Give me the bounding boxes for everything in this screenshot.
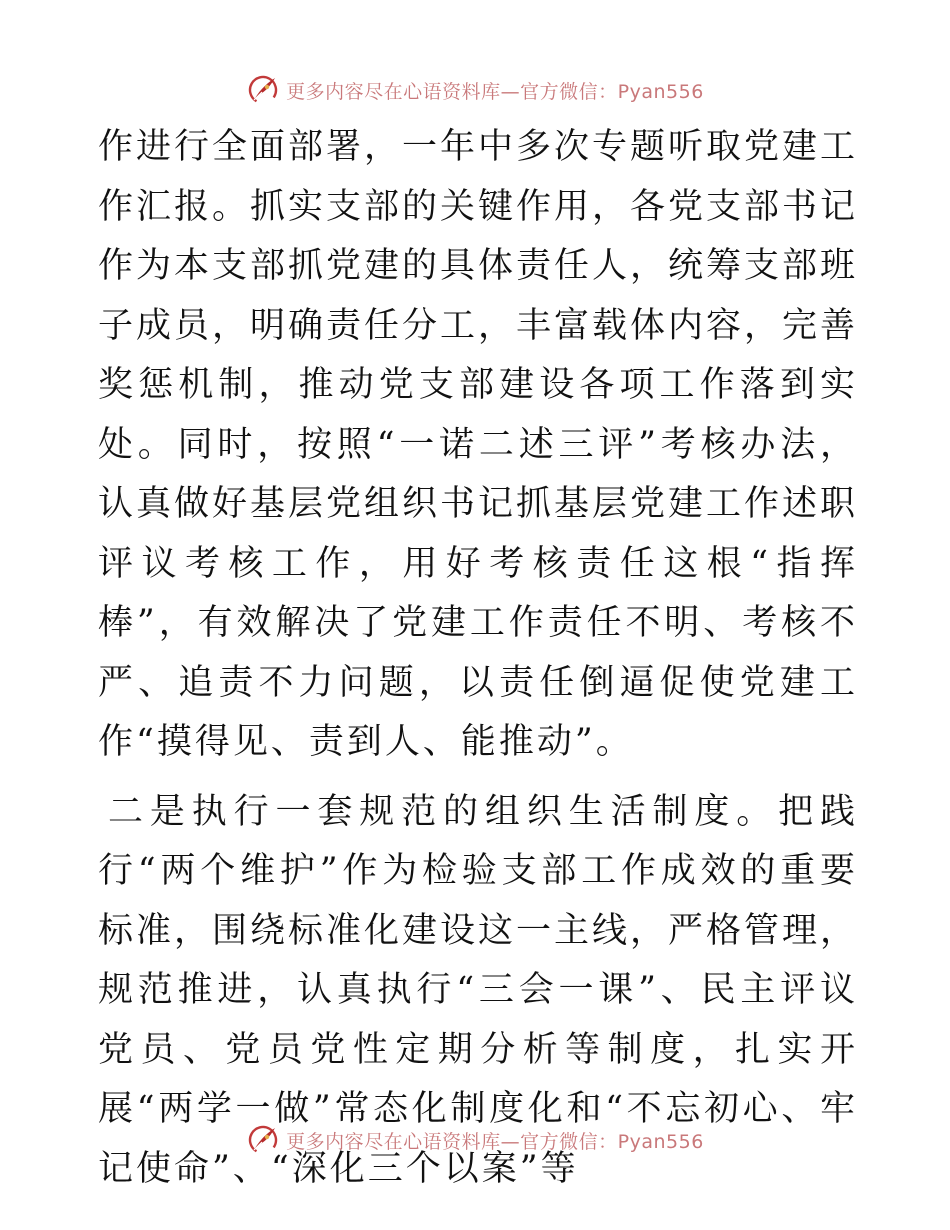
watermark-text: 更多内容尽在心语资料库—官方微信：Pyan556 xyxy=(286,80,704,103)
feather-quill-logo-icon xyxy=(246,73,280,107)
paragraph-1: 作进行全面部署，一年中多次专题听取党建工作汇报。抓实支部的关键作用，各党支部书记作为本支部抓党建的具体责任人，统筹支部班子成员，明确责任分工，丰富载体内容，完善奖惩机制，推动党支部建设各项工作落到实处。同时，按照“一诺二述三评”考核办法，认真做好基层党组织书记抓基层党建工作述职评议考核工作，用好考核责任这根“指挥棒”，有效解决了党建工作责任不明、考核不严、追责不力问题，以责任倒逼促使党建工作“摸得见、责到人、能推动”。 xyxy=(98,127,859,762)
paragraph-2: 二是执行一套规范的组织生活制度。把践行“两个维护”作为检验支部工作成效的重要标准，围绕标准化建设这一主线，严格管理，规范推进，认真执行“三会一课”、民主评议党员、党员党性定期分析等制度，扎实开展“两学一做”常态化制度化和“不忘初心、牢记使命”、“深化三个以案”等 xyxy=(98,791,859,1189)
footer-watermark xyxy=(0,1120,950,1160)
watermark-text: 更多内容尽在心语资料库—官方微信：Pyan556 xyxy=(286,1130,704,1153)
feather-quill-logo-icon xyxy=(246,1123,280,1157)
header-watermark xyxy=(0,70,950,110)
document-body xyxy=(98,118,858,1199)
